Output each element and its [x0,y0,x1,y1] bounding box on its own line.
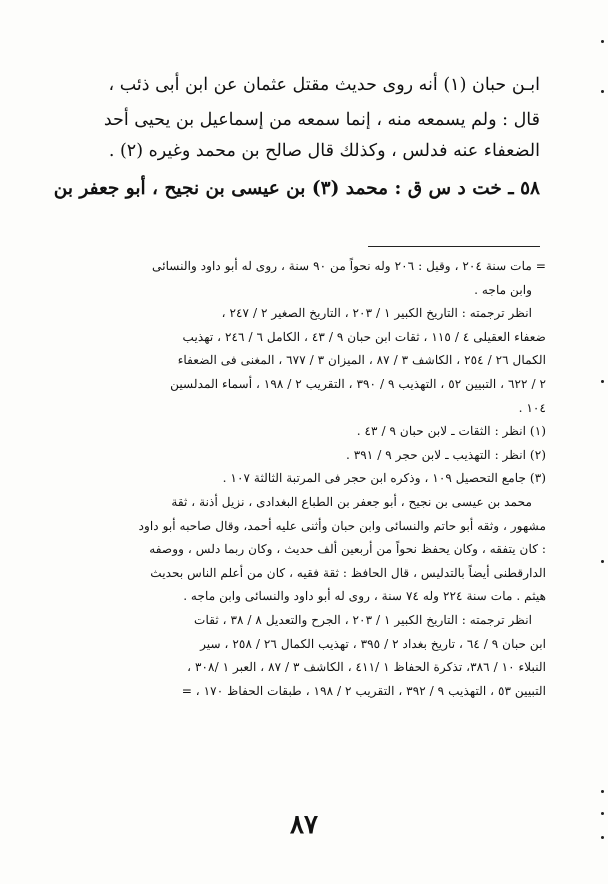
footnote-line: ١٠٤ . [518,400,546,415]
footnote-line: (٣) جامع التحصيل ١٠٩ ، وذكره ابن حجر فى المرتبة الثالثة ١٠٧ . [222,471,546,486]
main-line: قال : ولم يسمعه منه ، إنما سمعه من إسماعيل بن يحيى أحد [103,110,540,130]
footnote-line: (١) انظر : الثقات ـ لابن حبان ٩ / ٤٣ . [356,424,546,439]
footnote-line: النبلاء ١٠ / ٣٨٦، تذكرة الحفاظ ١ /٤١١ ، الكاشف ٣ / ٨٧ ، العبر ١ /٣٠٨ ، [187,660,546,675]
main-text-block [53,70,540,204]
scan-speck [601,836,604,839]
footnote-line: (٢) انظر : التهذيب ـ لابن حجر ٩ / ٣٩١ . [345,447,546,462]
footnote-line: ابن حبان ٩ / ٦٤ ، تاريخ بغداد ٢ / ٣٩٥ ، تهذيب الكمال ٢٦ / ٢٥٨ ، سير [200,636,546,651]
footnote-line: انظر ترجمته : التاريخ الكبير ١ / ٢٠٣ ، الجرح والتعديل ٨ / ٣٨ ، ثقات [194,612,532,627]
scan-speck [601,812,604,815]
footnote-line: محمد بن عيسى بن نجيح ، أبو جعفر بن الطباع البغدادى ، نزيل أذنة ، ثقة [171,494,532,509]
footnote-line: وابن ماجه . [474,282,532,297]
footnote-line: : كان يتفقه ، وكان يحفظ نحواً من أربعين ألف حديث ، وكان ربما دلس ، ووصفه [149,542,546,557]
footnote-line: التبيين ٥٣ ، التهذيب ٩ / ٣٩٢ ، التقريب ٢ / ١٩٨ ، طبقات الحفاظ ١٧٠ ، = [181,683,546,698]
scan-speck [601,380,604,383]
main-line: الضعفاء عنه فدلس ، وكذلك قال صالح بن محمد وغيره (٢) . [108,141,540,161]
footnote-line: الدارقطنى أيضاً بالتدليس ، قال الحافظ : ثقة فقيه ، كان من أعلم الناس بحديث [150,565,546,580]
footnote-line: الكمال ٢٦ / ٢٥٤ ، الكاشف ٣ / ٨٧ ، الميزان ٣ / ٦٧٧ ، المغنى فى الضعفاء [177,353,546,368]
main-line: ابـن حبان (١) أنه روى حديث مقتل عثمان عن ابن أبى ذئب ، [108,75,540,95]
scan-speck [601,790,604,793]
footnotes-block [64,255,546,703]
scan-speck [601,560,604,563]
scan-speck [601,90,604,93]
entry-heading: ٥٨ ـ خت د س ق : محمد (٣) بن عيسى بن نجيح ، أبو جعفر بن [53,178,540,199]
footnote-divider [368,246,540,247]
footnote-line: ٢ / ٦٢٢ ، التبيين ٥٢ ، التهذيب ٩ / ٣٩٠ ، التقريب ٢ / ١٩٨ ، أسماء المدلسين [170,376,546,391]
footnote-line: مشهور ، وثقه أبو حاتم والنسائى وابن حبان وأثنى عليه أحمد، وقال صاحبه أبو داود [138,518,546,533]
footnote-line: انظر ترجمته : التاريخ الكبير ١ / ٢٠٣ ، التاريخ الصغير ٢ / ٢٤٧ ، [221,306,532,321]
scan-speck [601,40,604,43]
footnote-line: هيثم . مات سنة ٢٢٤ وله ٧٤ سنة ، روى له أبو داود والنسائى وابن ماجه . [183,589,546,604]
page-number: ٨٧ [290,810,318,840]
footnote-line: = مات سنة ٢٠٤ ، وقيل : ٢٠٦ وله نحواً من ٩٠ سنة ، روى له أبو داود والنسائى [152,259,546,273]
footnote-line: ضعفاء العقيلى ٤ / ١١٥ ، ثقات ابن حبان ٩ / ٤٣ ، الكامل ٦ / ٢٤٦ ، تهذيب [182,329,546,344]
